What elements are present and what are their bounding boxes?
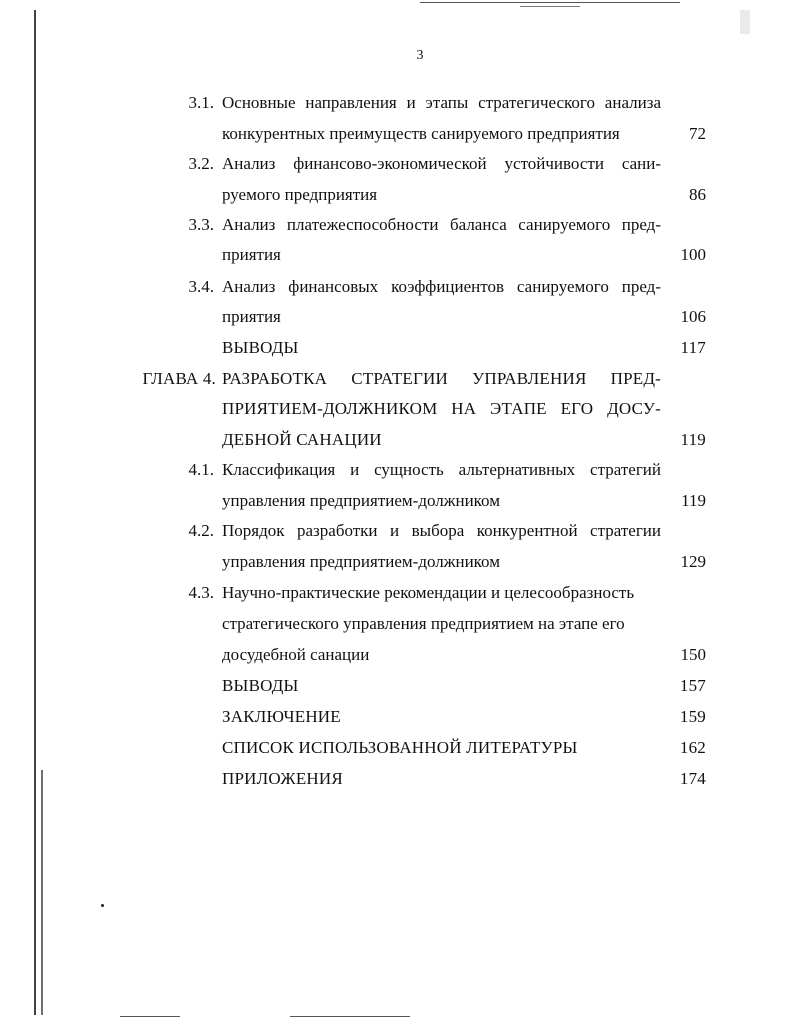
- toc-entry-conclusions-ch3: [0, 335, 791, 361]
- toc-entry-title: Классификация и сущность альтернативных стратегий: [222, 460, 661, 479]
- toc-entry-page: 100: [680, 245, 706, 264]
- toc-entry-title: СПИСОК ИСПОЛЬЗОВАННОЙ ЛИТЕРАТУРЫ: [222, 738, 578, 757]
- toc-entry-page: 119: [681, 491, 706, 510]
- toc-entry-chapter-4-cont2: [0, 427, 791, 453]
- toc-entry-title: ЗАКЛЮЧЕНИЕ: [222, 707, 341, 726]
- toc-entry-page: 162: [679, 738, 706, 757]
- toc-entry-title: досудебной санации: [222, 645, 370, 664]
- toc-entry-title: управления предприятием-должником: [222, 491, 500, 510]
- toc-entry-page: 117: [680, 338, 706, 357]
- toc-entry-title: стратегического управления предприятием на этапе его: [222, 614, 625, 633]
- toc-entry-3-4-cont: [0, 304, 791, 330]
- scan-edge-line: [520, 6, 580, 7]
- toc-entry-title: Основные направления и этапы стратегического анализа: [222, 93, 661, 112]
- toc-entry-3-3-cont: [0, 242, 791, 268]
- toc-entry-4-1-cont: [0, 488, 791, 514]
- toc-entry-page: 129: [680, 552, 706, 571]
- toc-entry-title: управления предприятием-должником: [222, 552, 500, 571]
- toc-entry-number: ГЛАВА 4.: [142, 369, 216, 388]
- toc-entry-number: 3.2.: [188, 154, 214, 173]
- toc-entry-title: ВЫВОДЫ: [222, 338, 299, 357]
- toc-entry-title: приятия: [222, 307, 281, 326]
- toc-entry-page: 150: [680, 645, 706, 664]
- toc-entry-number: 4.1.: [188, 460, 214, 479]
- toc-entry-title: Анализ финансовых коэффициентов санируемого пред-: [222, 277, 661, 296]
- scan-edge-line: [41, 770, 43, 1015]
- toc-entry-number: 4.2.: [188, 521, 214, 540]
- toc-entry-title: руемого предприятия: [222, 185, 378, 204]
- toc-entry-page: 106: [680, 307, 706, 326]
- toc-entry-number: 4.3.: [188, 583, 214, 602]
- toc-entry-page: 119: [680, 430, 706, 449]
- toc-entry-number: 3.1.: [188, 93, 214, 112]
- toc-entry-number: 3.3.: [188, 215, 214, 234]
- page-number: 3: [416, 48, 424, 63]
- toc-entry-bibliography: [0, 735, 791, 761]
- toc-entry-page: 157: [679, 676, 706, 695]
- toc-entry-conclusions-ch4: [0, 673, 791, 699]
- scan-speck: [101, 904, 104, 907]
- toc-entry-title: ПРИЯТИЕМ-ДОЛЖНИКОМ НА ЭТАПЕ ЕГО ДОСУ-: [222, 399, 661, 418]
- toc-entry-appendices: [0, 766, 791, 792]
- scan-edge-line: [120, 1016, 180, 1017]
- toc-entry-page: 159: [679, 707, 706, 726]
- toc-entry-title: конкурентных преимуществ санируемого предприятия: [222, 124, 620, 143]
- toc-entry-page: 174: [679, 769, 706, 788]
- toc-entry-page: 86: [689, 185, 706, 204]
- toc-entry-3-1-cont: [0, 121, 791, 147]
- toc-entry-title: Анализ платежеспособности баланса санируемого пред-: [222, 215, 661, 234]
- toc-entry-title: ДЕБНОЙ САНАЦИИ: [222, 430, 382, 449]
- toc-entry-title: приятия: [222, 245, 281, 264]
- toc-entry-title: РАЗРАБОТКА СТРАТЕГИИ УПРАВЛЕНИЯ ПРЕД-: [222, 369, 661, 388]
- toc-entry-title: ВЫВОДЫ: [222, 676, 299, 695]
- toc-entry-4-2-cont: [0, 549, 791, 575]
- toc-entry-title: ПРИЛОЖЕНИЯ: [222, 769, 343, 788]
- toc-entry-4-3-cont2: [0, 642, 791, 668]
- toc-entry-title: Анализ финансово-экономической устойчивости сани-: [222, 154, 661, 173]
- toc-entry-conclusion: [0, 704, 791, 730]
- scan-edge-line: [290, 1016, 410, 1017]
- toc-entry-3-2-cont: [0, 182, 791, 208]
- toc-entry-title: Порядок разработки и выбора конкурентной стратегии: [222, 521, 661, 540]
- toc-entry-page: 72: [689, 124, 706, 143]
- toc-entry-number: 3.4.: [188, 277, 214, 296]
- scan-corner-mark: [740, 10, 750, 34]
- scan-edge-line: [420, 2, 680, 3]
- toc-entry-title: Научно-практические рекомендации и целесообразность: [222, 583, 635, 602]
